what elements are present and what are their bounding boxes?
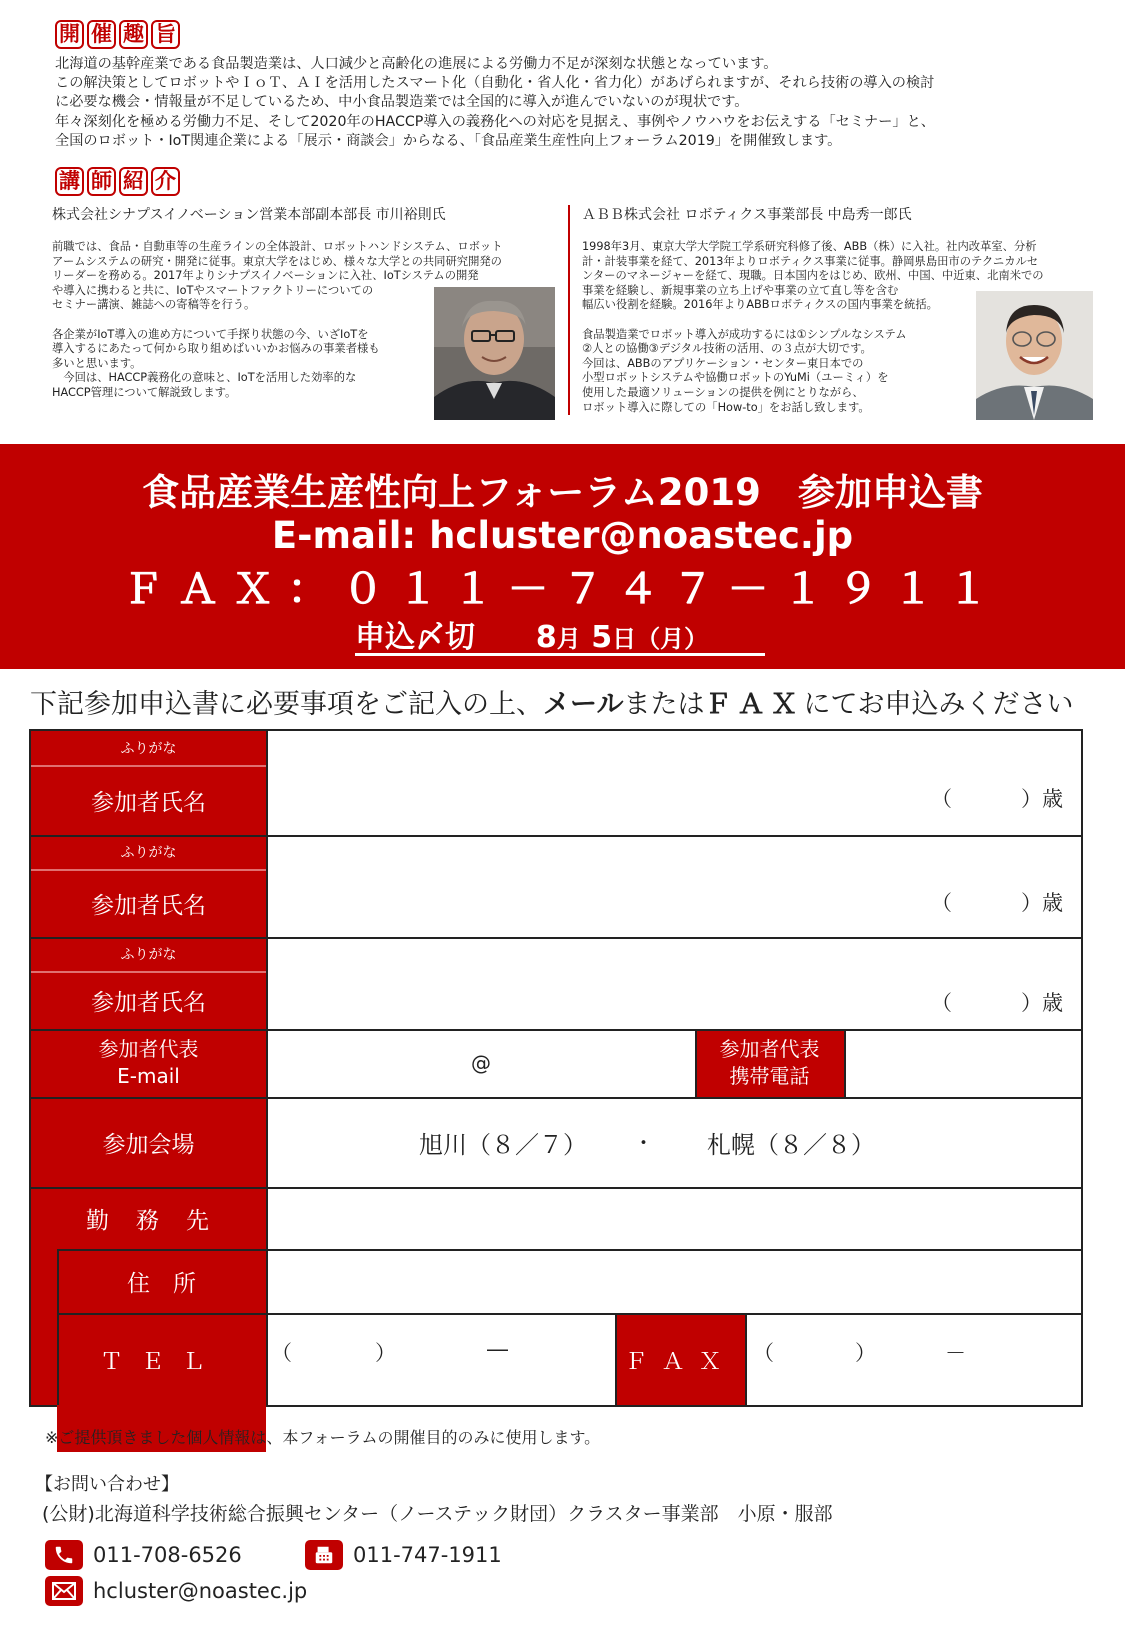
age-close-1: ）歳 xyxy=(1021,787,1063,811)
grid-line xyxy=(745,1313,747,1405)
furigana-divider xyxy=(31,869,266,871)
speaker-divider xyxy=(568,205,570,415)
email-label-line: E-mail xyxy=(117,1064,180,1088)
grid-line xyxy=(57,1249,1083,1251)
grid-line xyxy=(31,937,1083,939)
name-label-3: 参加者氏名 xyxy=(91,989,206,1016)
bio-line xyxy=(582,313,1044,328)
instruction-text xyxy=(30,682,1095,721)
address-field[interactable] xyxy=(267,1249,1083,1313)
tel-open: （ xyxy=(271,1341,292,1365)
purpose-heading-char: 催 xyxy=(87,20,116,49)
purpose-heading-char: 旨 xyxy=(151,20,180,49)
deadline-month: 8 xyxy=(535,620,557,655)
fax-icon xyxy=(305,1540,343,1570)
grid-line xyxy=(57,1313,1083,1315)
deadline-label: 申込〆切 xyxy=(355,620,475,655)
instruction-part: にてお申込みください xyxy=(803,689,1074,720)
banner-title: 食品産業生産性向上フォーラム2019 参加申込書 xyxy=(142,471,983,514)
deadline-day-unit: 日 xyxy=(612,625,637,653)
tel-close: ） xyxy=(375,1341,396,1365)
bio-line: 使用した最適ソリューションの提供を例にとりながら、 xyxy=(582,385,864,399)
mail-icon xyxy=(45,1576,83,1606)
name-field-3[interactable] xyxy=(267,937,1083,1029)
venue-separator: ・ xyxy=(633,1131,654,1155)
name-label-1: 参加者氏名 xyxy=(91,789,206,816)
grid-line xyxy=(844,1029,846,1097)
fax-open: （ xyxy=(753,1341,774,1365)
venue-option-asahikawa[interactable]: 旭川（８／７） xyxy=(419,1131,587,1159)
bio-line: リーダーを務める。2017年よりシナプスイノベーションに入社、IoTシステムの開発 xyxy=(52,269,479,283)
grid-line xyxy=(31,835,1083,837)
fax-label: ＦＡＸ xyxy=(615,1313,745,1405)
phone-label-line: 携帯電話 xyxy=(729,1064,810,1088)
purpose-line: 北海道の基幹産業である食品製造業は、人口減少と高齢化の進展による労働力不足が深刻な状態となっています。 xyxy=(55,56,778,72)
email-field[interactable] xyxy=(267,1029,695,1097)
grid-line xyxy=(31,1097,1083,1099)
fax-close: ） xyxy=(855,1341,876,1365)
workplace-label: 勤 務 先 xyxy=(86,1207,211,1234)
instruction-emphasis: ＦＡＸ xyxy=(704,689,804,720)
bio-line: ロボット導入に際しての「How-to」をお話し致します。 xyxy=(582,400,870,414)
fax-field[interactable] xyxy=(745,1313,1083,1405)
phone-field[interactable] xyxy=(844,1029,1083,1097)
workplace-field[interactable] xyxy=(267,1187,1083,1249)
bio-line: 食品製造業でロボット導入が成功するには①シンプルなシステム xyxy=(582,327,907,341)
purpose-heading-char: 開 xyxy=(55,20,84,49)
deadline-day: 5 xyxy=(591,620,613,655)
age-open-3: （ xyxy=(931,991,952,1015)
speaker-right-title: ＡＢＢ株式会社 ロボティクス事業部長 中島秀一郎氏 xyxy=(582,207,912,223)
bio-line: 各企業がIoT導入の進め方について手探り状態の今、いざIoTを xyxy=(52,327,369,341)
application-banner xyxy=(0,444,1125,669)
purpose-line: 年々深刻化を極める労働力不足、そして2020年のHACCP導入の義務化への対応を見据え、事例やノウハウをお伝えする「セミナー」と、 xyxy=(55,113,935,130)
banner-deadline xyxy=(355,612,765,656)
furigana-label-1: ふりがな xyxy=(120,741,177,757)
contact-organization: (公財)北海道科学技術総合振興センター（ノーステック財団）クラスター事業部 小原・服部 xyxy=(42,1503,833,1525)
purpose-heading-char: 趣 xyxy=(119,20,148,49)
email-at: @ xyxy=(471,1051,491,1075)
email-label xyxy=(31,1029,266,1097)
bio-line: ②人との協働③デジタル技術の活用、の３点が大切です。 xyxy=(582,342,872,356)
furigana-divider xyxy=(31,971,266,973)
tel-dash: ― xyxy=(487,1337,508,1361)
application-form xyxy=(29,729,1083,1407)
banner-fax: ＦＡＸ：０１１－７４７－１９１１ xyxy=(122,565,1003,613)
tel-label: ＴＥＬ xyxy=(100,1348,223,1375)
grid-line xyxy=(266,731,268,1405)
grid-line xyxy=(31,1029,1083,1031)
age-close-3: ）歳 xyxy=(1021,991,1063,1015)
contact-email xyxy=(45,1576,307,1606)
bio-line: 事業を経験し、新規事業の立ち上げや事業の立て直し等を含む xyxy=(582,283,899,297)
purpose-heading xyxy=(55,20,180,49)
bio-line: 今回は、ABBのアプリケーション・センター東日本での xyxy=(582,356,864,370)
purpose-line: に必要な機会・情報量が不足しているため、中小食品製造業では全国的に導入が進んでいないのが現状です。 xyxy=(55,94,749,111)
phone-icon xyxy=(45,1540,83,1570)
contact-phone xyxy=(45,1540,242,1570)
speaker-right-photo xyxy=(976,291,1093,420)
instruction-emphasis: メール xyxy=(543,689,624,720)
bio-line: セミナー講演、雑誌への寄稿等を行う。 xyxy=(52,298,256,312)
bio-line: HACCP管理について解説致します。 xyxy=(52,385,237,399)
purpose-line: 全国のロボット・IoT関連企業による「展示・商談会」からなる、「食品産業生産性向上フォーラム2019」を開催致します。 xyxy=(55,132,842,149)
phone-label xyxy=(695,1029,844,1097)
purpose-text xyxy=(55,55,1095,151)
name-field-1[interactable] xyxy=(267,731,1083,835)
grid-line xyxy=(615,1313,617,1405)
bio-line: 前職では、食品・自動車等の生産ラインの全体設計、ロボットハンドシステム、ロボット xyxy=(52,240,503,253)
name-label-2: 参加者氏名 xyxy=(91,892,206,919)
furigana-label-2: ふりがな xyxy=(120,845,177,861)
deadline-weekday: （月） xyxy=(636,625,709,653)
speakers-heading-char: 紹 xyxy=(119,167,148,196)
furigana-divider xyxy=(31,765,266,767)
age-open-1: （ xyxy=(931,787,952,811)
venue-option-sapporo[interactable]: 札幌（８／８） xyxy=(707,1131,875,1159)
bio-line: アームシステムの研究・開発に従事。東京大学をはじめ、様々な大学との共同研究開発の xyxy=(52,254,502,268)
email-label-line: 参加者代表 xyxy=(98,1037,199,1061)
bio-line: 1998年3月、東京大学大学院工学系研究科修了後、ABB（株）に入社。社内改革室、分析 xyxy=(582,240,1037,253)
address-label: 住 所 xyxy=(127,1270,196,1297)
speaker-right-bio xyxy=(582,240,1044,415)
speaker-left-photo xyxy=(434,287,555,420)
speakers-heading-char: 講 xyxy=(55,167,84,196)
grid-line xyxy=(695,1029,697,1097)
bio-line: 今回は、HACCP義務化の意味と、IoTを活用した効率的な xyxy=(52,371,357,385)
furigana-label-3: ふりがな xyxy=(120,947,177,963)
purpose-line: この解決策としてロボットやＩｏＴ、ＡＩを活用したスマート化（自動化・省人化・省力化）があげられますが、それら技術の導入の検討 xyxy=(55,75,935,92)
venue-label: 参加会場 xyxy=(102,1131,195,1158)
phone-label-line: 参加者代表 xyxy=(719,1037,820,1061)
bio-line: や導入に携わると共に、IoTやスマートファクトリーについての xyxy=(52,283,374,297)
contact-email-address[interactable]: hcluster@noastec.jp xyxy=(93,1579,308,1603)
workplace-side-strip xyxy=(31,1312,57,1405)
tel-field[interactable] xyxy=(267,1313,615,1405)
age-close-2: ）歳 xyxy=(1021,891,1063,915)
banner-email: E-mail: hcluster@noastec.jp xyxy=(271,514,854,557)
bio-line: 導入するにあたって何から取り組めばいいかお悩みの事業者様も xyxy=(52,342,380,356)
speaker-left-title: 株式会社シナプスイノベーション営業本部副本部長 市川裕則氏 xyxy=(52,207,446,223)
contact-fax-number[interactable]: 011-747-1911 xyxy=(353,1543,502,1567)
name-field-2[interactable] xyxy=(267,835,1083,937)
bio-line: 計・計装事業を経て、2013年よりロボティクス事業に従事。静岡県島田市のテクニカルセ xyxy=(582,254,1039,268)
contact-heading: 【お問い合わせ】 xyxy=(35,1474,179,1495)
bio-line: 幅広い役割を経験。2016年よりABBロボティクスの国内事業を統括。 xyxy=(582,298,938,312)
speakers-heading xyxy=(55,167,180,196)
instruction-part: 下記参加申込書に必要事項をご記入の上、 xyxy=(30,689,543,720)
grid-line xyxy=(31,1187,1083,1189)
bio-line: 小型ロボットシステムや協働ロボットのYuMi（ユーミィ）を xyxy=(582,371,889,385)
speakers-heading-char: 介 xyxy=(151,167,180,196)
contact-fax xyxy=(305,1540,502,1570)
age-open-2: （ xyxy=(931,891,952,915)
instruction-part: または xyxy=(623,689,705,720)
contact-phone-number[interactable]: 011-708-6526 xyxy=(93,1543,242,1567)
privacy-note: ※ご提供頂きました個人情報は、本フォーラムの開催目的のみに使用します。 xyxy=(45,1428,601,1447)
bio-line: 多いと思います。 xyxy=(52,356,142,370)
deadline-month-unit: 月 xyxy=(556,625,581,653)
fax-dash: － xyxy=(945,1341,966,1365)
bio-line: ンターのマネージャーを経て、現職。日本国内をはじめ、欧州、中国、中近東、北南米での xyxy=(582,269,1044,283)
grid-line xyxy=(57,1249,59,1405)
speakers-heading-char: 師 xyxy=(87,167,116,196)
venue-field xyxy=(267,1097,1083,1187)
